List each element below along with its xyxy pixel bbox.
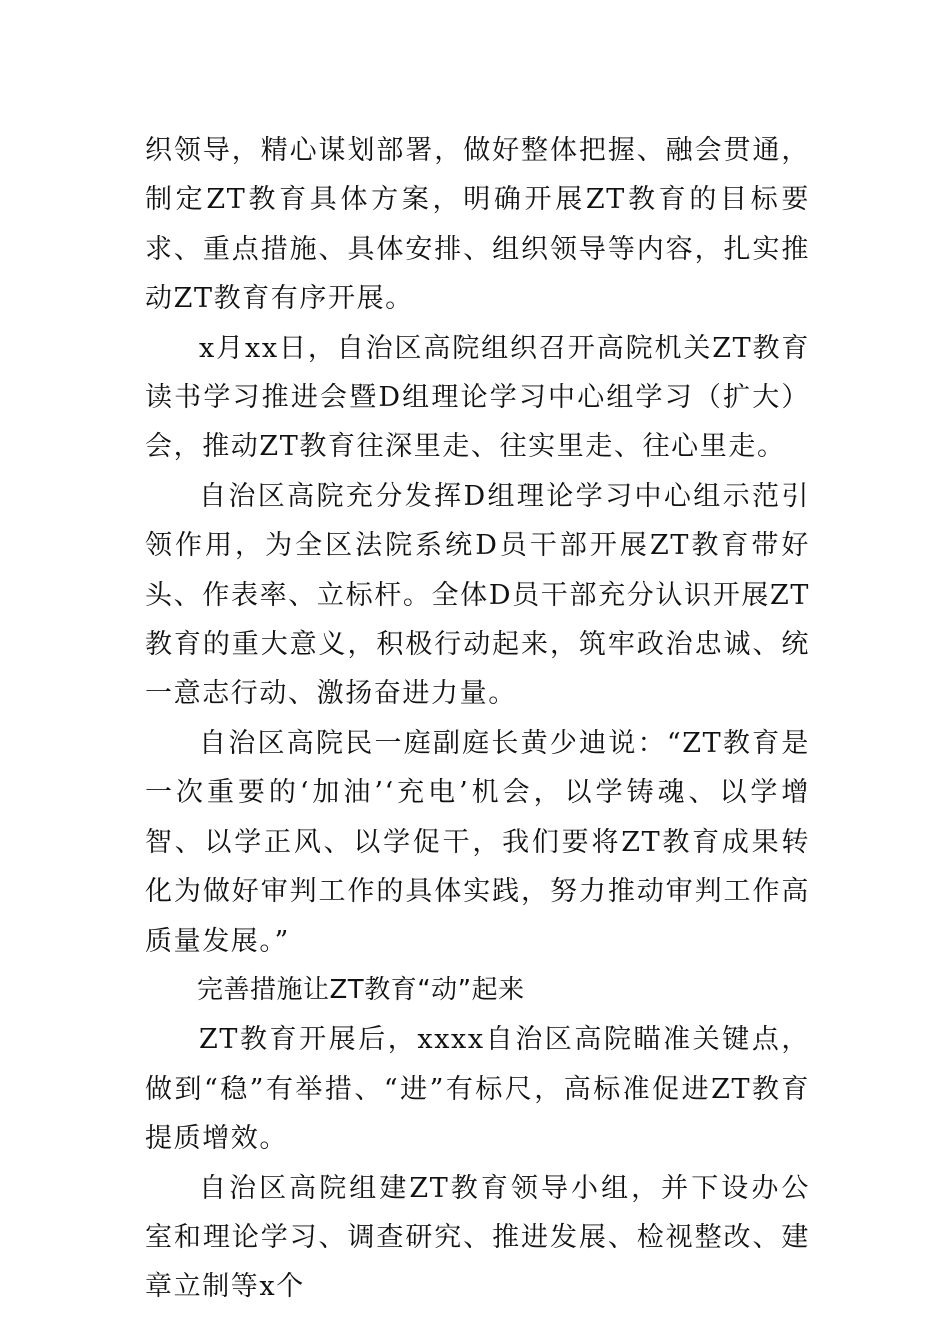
paragraph-meeting: x月xx日，自治区高院组织召开高院机关ZT教育读书学习推进会暨D组理论学习中心组学习（扩大）会，推动ZT教育往深里走、往实里走、往心里走。	[145, 332, 810, 463]
paragraph-leading-group: 自治区高院组建ZT教育领导小组，并下设办公室和理论学习、调查研究、推进发展、检视整改、建章立制等x个	[145, 1172, 810, 1303]
paragraph-leading-role: 自治区高院充分发挥D组理论学习中心组示范引领作用，为全区法院系统D员干部开展ZT教育带好头、作表率、立标杆。全体D员干部充分认识开展ZT教育的重大意义，积极行动起来，筑牢政治忠诚、统一意志行动、激扬奋进力量。	[145, 480, 810, 710]
section-heading: 完善措施让ZT教育“动”起来	[197, 974, 525, 1005]
paragraph-continued: 织领导，精心谋划部署，做好整体把握、融会贯通，制定ZT教育具体方案，明确开展ZT教育的目标要求、重点措施、具体安排、组织领导等内容，扎实推动ZT教育有序开展。	[145, 135, 810, 315]
document-body	[145, 126, 810, 1312]
paragraph-quote: 自治区高院民一庭副庭长黄少迪说：“ZT教育是一次重要的‘加油’‘充电’机会，以学铸魂、以学增智、以学正风、以学促干，我们要将ZT教育成果转化为做好审判工作的具体实践，努力推动审判工作高质量发展。”	[145, 727, 810, 957]
paragraph-measures: ZT教育开展后，xxxx自治区高院瞄准关键点，做到“稳”有举措、“进”有标尺，高标准促进ZT教育提质增效。	[145, 1024, 810, 1155]
